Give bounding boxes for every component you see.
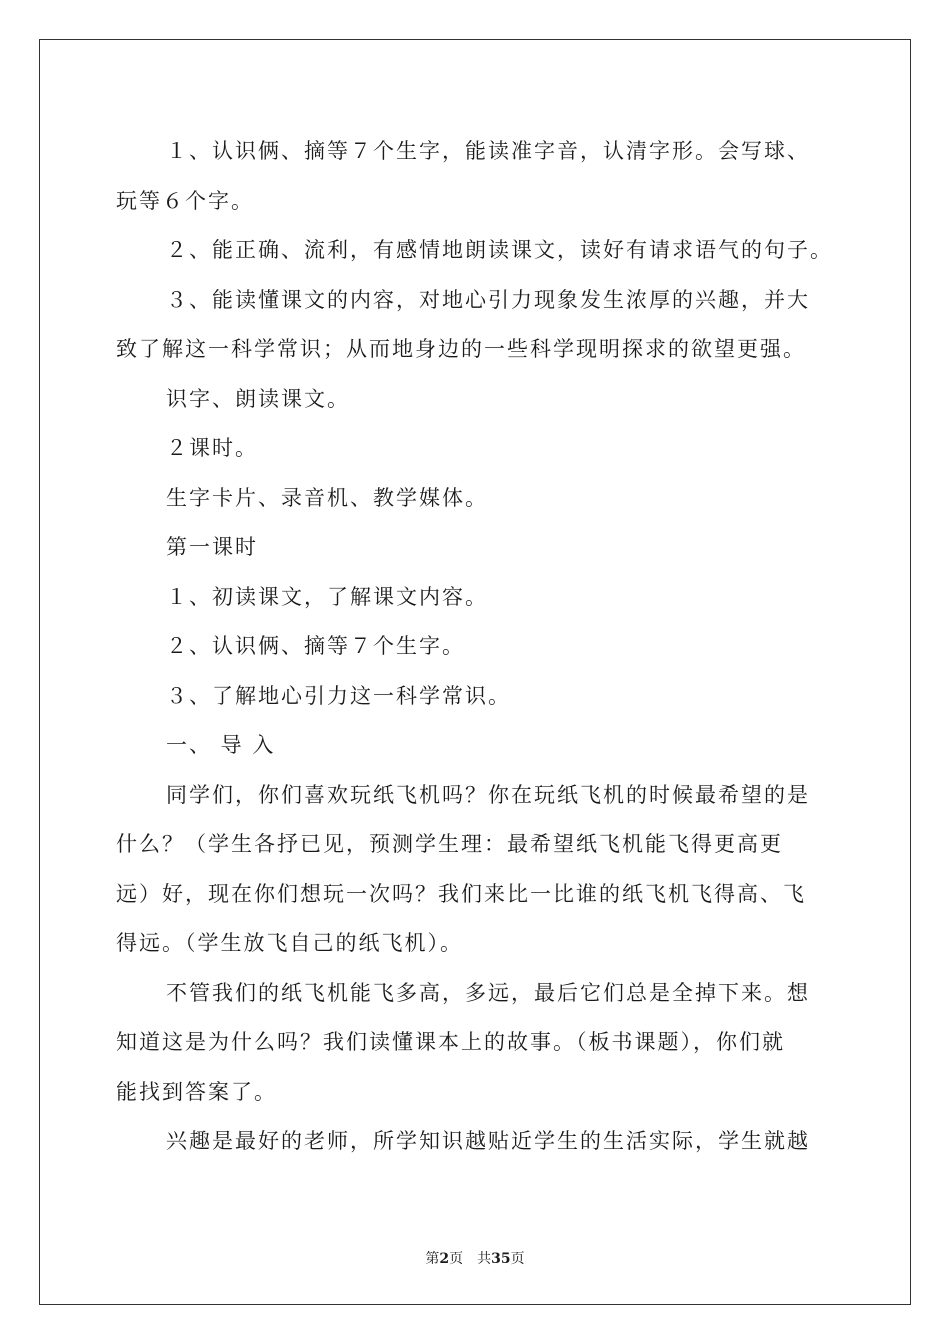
paragraph-line: 知道这是为什么吗？我们读懂课本上的故事。（板书课题），你们就 xyxy=(116,1030,785,1054)
footer-middle: 页 共 xyxy=(449,1251,492,1267)
section-heading: 第一课时 xyxy=(166,535,258,559)
paragraph-line: 不管我们的纸飞机能飞多高，多远，最后它们总是全掉下来。想 xyxy=(166,980,810,1005)
paragraph-line: １、认识俩、摘等７个生字，能读准字音，认清字形。会写球、 xyxy=(166,139,810,163)
document-body xyxy=(116,127,836,1167)
paragraph-line: ２、能正确、流利，有感情地朗读课文，读好有请求语气的句子。 xyxy=(166,238,833,262)
paragraph-line: 什么？（学生各抒已见，预测学生理：最希望纸飞机能飞得更高更 xyxy=(116,832,783,856)
paragraph-line: 致了解这一科学常识；从而地身边的一些科学现明探求的欲望更强。 xyxy=(116,337,806,361)
paragraph-line: ２、认识俩、摘等７个生字。 xyxy=(166,634,465,658)
paragraph-line: 远）好，现在你们想玩一次吗？我们来比一比谁的纸飞机飞得高、飞 xyxy=(116,881,806,906)
paragraph-line: 能找到答案了。 xyxy=(116,1079,277,1104)
paragraph-line: ３、了解地心引力这一科学常识。 xyxy=(166,683,511,708)
paragraph-line: １、初读课文，了解课文内容。 xyxy=(166,584,488,609)
paragraph-line: ３、能读懂课文的内容，对地心引力现象发生浓厚的兴趣，并大 xyxy=(166,287,810,312)
paragraph-line: 玩等６个字。 xyxy=(116,188,254,213)
paragraph-line: 兴趣是最好的老师，所学知识越贴近学生的生活实际，学生就越 xyxy=(166,1129,810,1153)
page-footer xyxy=(0,1248,950,1268)
paragraph-line: 识字、朗读课文。 xyxy=(166,386,350,411)
footer-prefix: 第 xyxy=(425,1251,440,1267)
paragraph-line: 生字卡片、录音机、教学媒体。 xyxy=(166,485,488,510)
paragraph-line: 同学们，你们喜欢玩纸飞机吗？你在玩纸飞机的时候最希望的是 xyxy=(166,782,810,807)
section-heading: 一、 导 入 xyxy=(166,733,276,757)
current-page-number: 2 xyxy=(439,1251,450,1267)
total-page-count: 35 xyxy=(491,1251,511,1267)
footer-suffix: 页 xyxy=(510,1251,525,1267)
paragraph-line: 得远。（学生放飞自己的纸飞机）。 xyxy=(116,931,463,955)
paragraph-line: ２课时。 xyxy=(166,436,258,460)
